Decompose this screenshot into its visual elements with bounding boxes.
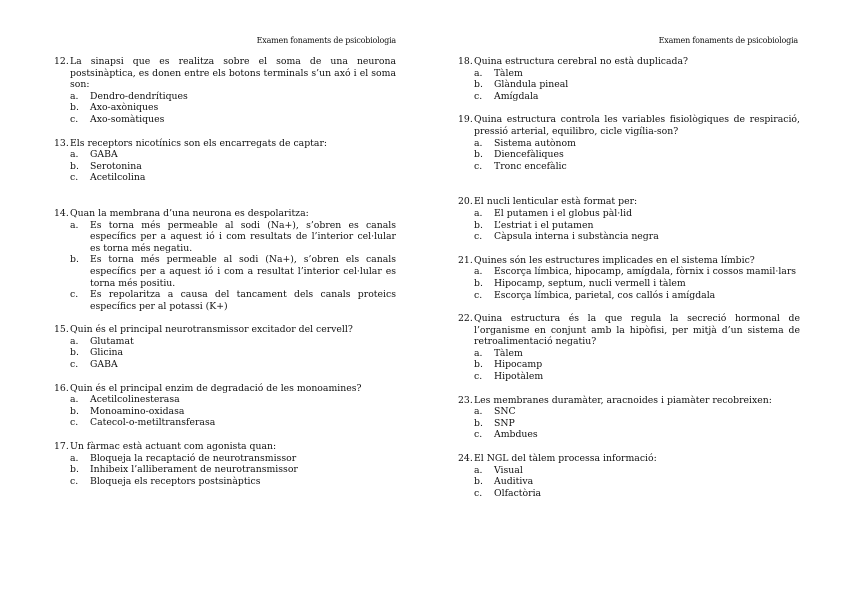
option-text: Hipocamp [494,359,543,371]
answer-option [458,138,800,150]
option-letter: b. [70,347,79,359]
option-letter: a. [474,207,483,219]
option-text: Tàlem [494,67,523,79]
option-letter: a. [474,266,483,278]
option-text: Auditiva [494,476,534,488]
option-letter: b. [474,359,483,371]
option-text: GABA [90,149,118,161]
question-number: 16. [54,382,69,394]
option-letter: b. [70,102,79,114]
option-text: Tronc encefàlic [494,160,567,172]
question-stem [458,453,800,465]
option-text: SNC [494,406,516,418]
option-letter: a. [70,90,79,102]
option-text: Acetilcolinesterasa [90,394,180,406]
question-stem [458,56,800,68]
option-letter: c. [70,289,79,301]
answer-option [54,406,396,418]
answer-option [54,102,396,114]
option-text: Acetilcolina [90,172,146,184]
answer-option [458,359,800,371]
option-text: Axo-somàtiques [90,113,165,125]
option-text: Bloqueja els receptors postsinàptics [90,475,261,487]
option-list [458,208,800,243]
option-text: Escorça límbica, parietal, cos callós i amígdala [494,289,716,301]
option-letter: c. [474,429,483,441]
answer-option [54,161,396,173]
option-letter: c. [70,172,79,184]
option-letter: a. [70,149,79,161]
option-text: Visual [494,464,523,476]
answer-option [54,347,396,359]
question-stem [54,383,396,395]
answer-option [458,488,800,500]
option-letter: a. [70,394,79,406]
option-letter: b. [474,417,483,429]
option-list [54,220,396,313]
answer-option [458,348,800,360]
option-letter: b. [474,476,483,488]
answer-option [458,68,800,80]
option-text: Hipocamp, septum, nucli vermell i tàlem [494,277,686,289]
option-letter: b. [70,160,79,172]
option-text: Glicina [90,347,124,359]
answer-option [458,208,800,220]
question-number: 14. [54,207,69,219]
answer-option [54,336,396,348]
option-text: Tàlem [494,347,523,359]
right-column [458,36,800,511]
option-list [54,394,396,429]
answer-option [54,254,396,289]
answer-option [54,394,396,406]
question-text: Quina estructura cerebral no està duplicada? [474,56,689,67]
option-list [458,465,800,500]
option-list [458,68,800,103]
option-text: Glàndula pineal [494,79,569,91]
question-text: Quina estructura controla les variables fisiològiques de respiració, pressió arterial, equilibro, cicle vigília-son? [474,114,800,137]
question-number: 21. [458,254,473,266]
option-letter: c. [474,371,483,383]
answer-option [54,476,396,488]
question-16 [54,383,396,429]
option-letter: c. [70,417,79,429]
question-text: Quan la membrana d’una neurona es despolaritza: [70,207,309,219]
option-text: El putamen i el globus pàl·lid [494,207,633,219]
option-text: Ambdues [494,429,538,441]
option-text: Diencefàliques [494,149,564,161]
question-stem [458,114,800,137]
question-stem [458,255,800,267]
option-text: Bloqueja la recaptació de neurotransmissor [90,452,297,464]
option-text: Glutamat [90,335,134,347]
question-text: Un fàrmac està actuant com agonista quan: [70,441,277,453]
option-letter: c. [474,90,483,102]
option-letter: c. [474,231,483,243]
question-text: Quina estructura és la que regula la secreció hormonal de l’organisme en conjunt amb la hipòfisi, per mitjà d’un sistema de retroalimentació negatiu? [474,313,800,348]
question-stem [458,395,800,407]
question-number: 13. [54,137,69,149]
question-number: 17. [54,441,69,453]
answer-option [458,161,800,173]
option-letter: c. [70,359,79,371]
option-letter: c. [70,475,79,487]
question-23 [458,395,800,441]
option-letter: a. [474,347,483,359]
answer-option [458,220,800,232]
option-list [458,406,800,441]
option-letter: b. [474,219,483,231]
option-letter: c. [474,160,483,172]
option-letter: a. [474,406,483,418]
answer-option [54,220,396,255]
answer-option [458,371,800,383]
question-number: 15. [54,324,69,336]
option-text: Catecol-o-metiltransferasa [90,417,216,429]
answer-option [458,406,800,418]
question-14 [54,208,396,312]
option-letter: c. [70,113,79,125]
page-header-left: Examen fonaments de psicobiologia [256,36,396,45]
question-text: Els receptors nicotínics son els encarregats de captar: [70,137,328,149]
option-list [458,138,800,173]
answer-option [458,278,800,290]
answer-option [54,91,396,103]
answer-option [54,417,396,429]
option-text: Dendro-dendrítiques [90,90,188,102]
answer-option [54,149,396,161]
question-text: Quines són les estructures implicades en el sistema límbic? [474,254,755,266]
question-20 [458,196,800,242]
option-text: Sistema autònom [494,137,576,149]
question-number: 22. [458,313,473,325]
left-question-list [54,56,396,487]
option-letter: b. [474,79,483,91]
option-text: Amígdala [494,90,539,102]
option-text: Es torna més permeable al sodi (Na+), s’obren els canals específics per a aquest ió i com a resultat l’interior cel·lular es torna més positiu. [90,254,396,289]
answer-option [54,172,396,184]
option-letter: b. [474,149,483,161]
option-text: Inhibeix l’alliberament de neurotransmissor [90,464,298,476]
answer-option [458,91,800,103]
answer-option [54,359,396,371]
option-letter: a. [70,452,79,464]
question-17 [54,441,396,487]
option-list [54,91,396,126]
question-stem [458,313,800,348]
option-text: SNP [494,417,515,429]
question-22 [458,313,800,383]
question-text: Quin és el principal enzim de degradació de les monoamines? [70,382,362,394]
option-text: Hipotàlem [494,371,544,383]
question-number: 20. [458,196,473,208]
answer-option [458,429,800,441]
question-text: Quin és el principal neurotransmissor excitador del cervell? [70,324,353,336]
question-19 [458,114,800,172]
question-24 [458,453,800,499]
answer-option [458,418,800,430]
answer-option [458,231,800,243]
option-text: GABA [90,359,118,371]
option-text: Serotonina [90,160,142,172]
answer-option [458,476,800,488]
question-number: 18. [458,56,473,67]
option-text: Càpsula interna i substància negra [494,231,659,243]
option-letter: a. [70,335,79,347]
question-text: El nucli lenticular està format per: [474,196,638,208]
option-letter: b. [70,464,79,476]
option-text: Es repolaritza a causa del tancament dels canals proteics específics per al potassi (K+) [90,289,396,312]
question-stem [54,56,396,91]
answer-option [458,79,800,91]
question-13 [54,138,396,184]
option-text: Es torna més permeable al sodi (Na+), s’obren es canals específics per a aquest ió i com resultats de l’interior cel·lular es torna més negatiu. [90,219,396,254]
option-letter: a. [474,67,483,79]
option-text: Axo-axòniques [90,102,159,114]
option-letter: c. [474,487,483,499]
question-15 [54,324,396,370]
option-letter: a. [70,219,79,231]
question-text: La sinapsi que es realitza sobre el soma de una neurona postsinàptica, es donen entre els botons terminals s’un axó i el soma son: [70,56,396,91]
option-list [54,149,396,184]
question-12 [54,56,396,126]
answer-option [54,453,396,465]
option-text: L’estriat i el putamen [494,219,594,231]
answer-option [54,289,396,312]
option-list [54,453,396,488]
answer-option [54,114,396,126]
option-letter: b. [70,405,79,417]
question-number: 24. [458,453,473,465]
answer-option [458,149,800,161]
question-stem [458,196,800,208]
option-text: Escorça límbica, hipocamp, amígdala, fòrnix i cossos mamil·lars [494,266,797,278]
question-text: El NGL del tàlem processa informació: [474,453,657,465]
question-stem [54,324,396,336]
option-list [458,348,800,383]
option-letter: a. [474,464,483,476]
left-column [54,36,396,499]
answer-option [54,464,396,476]
question-stem [54,138,396,150]
option-letter: b. [70,254,79,266]
option-text: Olfactòria [494,487,542,499]
option-text: Monoamino-oxidasa [90,405,185,417]
question-stem [54,208,396,220]
option-list [458,266,800,301]
option-list [54,336,396,371]
option-letter: c. [474,289,483,301]
page-header-right: Examen fonaments de psicobiologia [658,36,798,45]
question-18 [458,56,800,102]
question-number: 12. [54,56,69,67]
question-text: Les membranes duramàter, aracnoides i piamàter recobreixen: [474,394,772,406]
right-question-list [458,56,800,499]
option-letter: a. [474,137,483,149]
question-stem [54,441,396,453]
answer-option [458,290,800,302]
question-number: 19. [458,114,473,126]
question-21 [458,255,800,301]
question-number: 23. [458,394,473,406]
option-letter: b. [474,277,483,289]
answer-option [458,266,800,278]
answer-option [458,465,800,477]
